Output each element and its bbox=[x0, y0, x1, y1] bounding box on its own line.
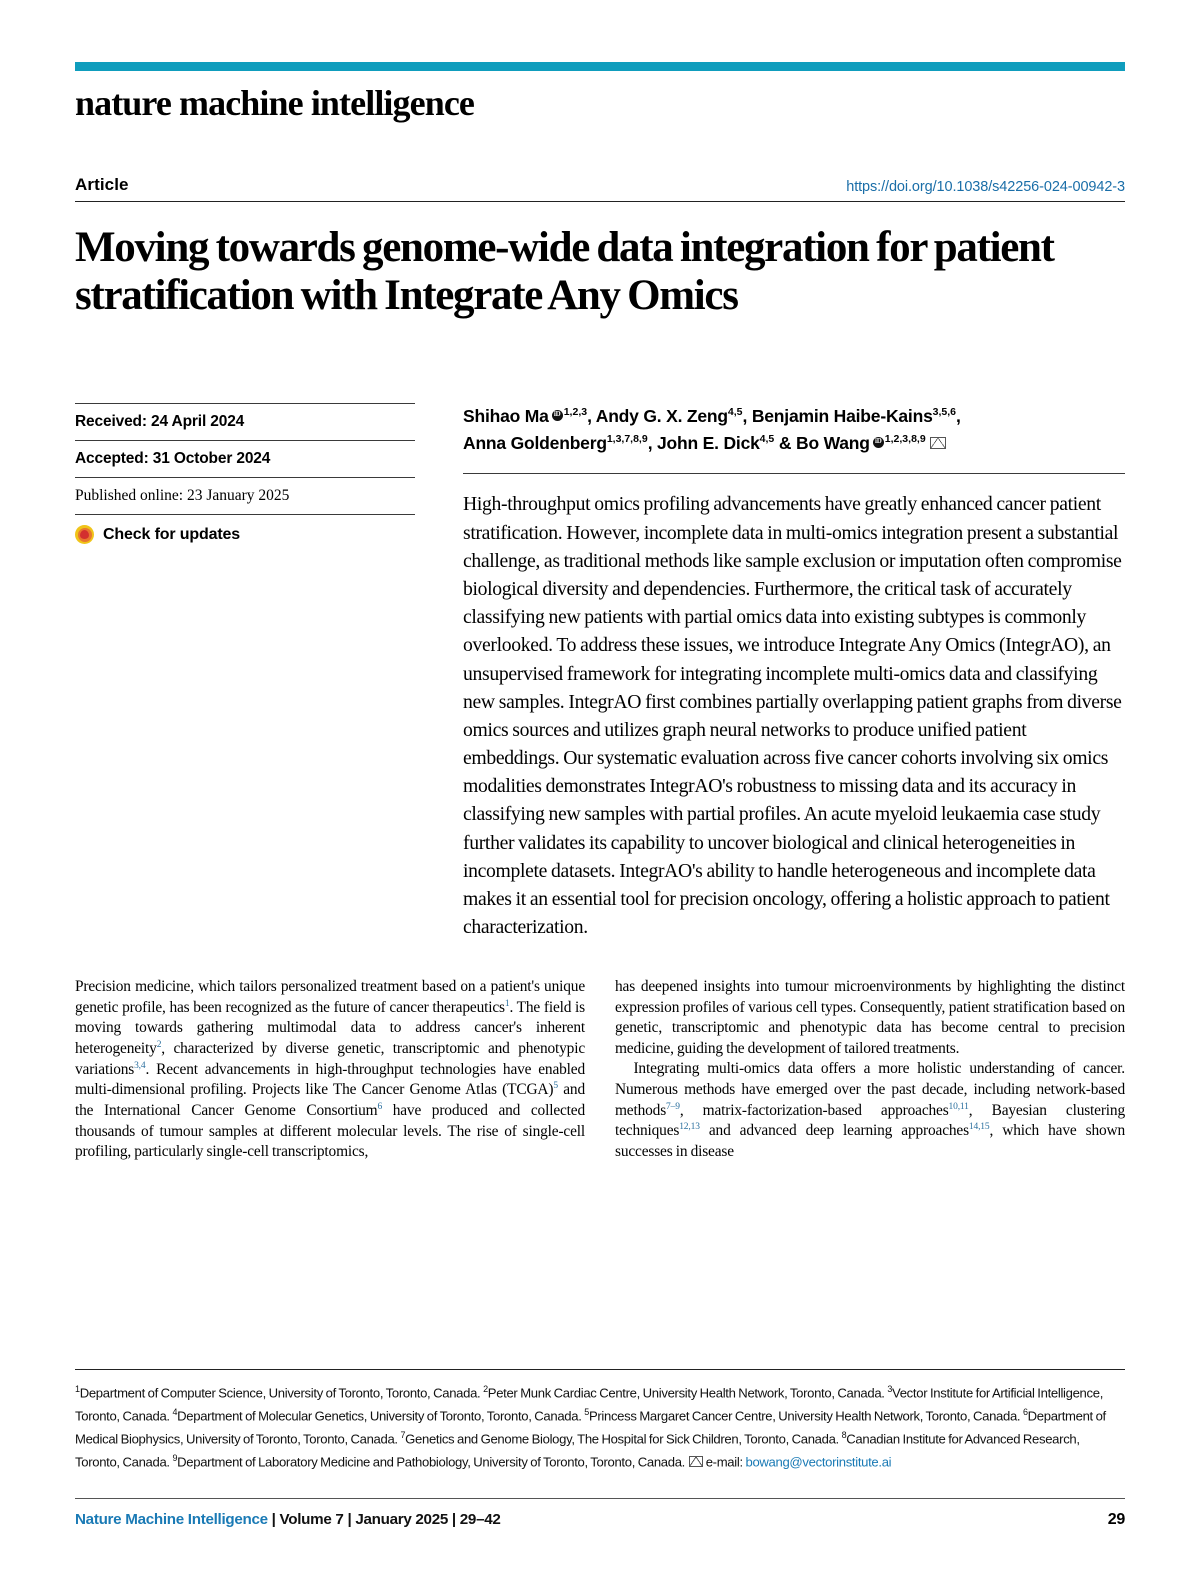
author-affil-refs: 1,3,7,8,9 bbox=[606, 433, 648, 446]
check-for-updates-label: Check for updates bbox=[103, 525, 241, 543]
affil-marker: 9 bbox=[172, 1453, 178, 1463]
body-text: Integrating multi-omics data offers a more holistic understanding of cancer. Numerous methods have emerged over the past decade, including network-based methods bbox=[615, 1060, 1125, 1119]
body-text: and advanced deep learning approaches bbox=[699, 1122, 969, 1140]
affiliation-item: Princess Margaret Cancer Centre, University Health Network, Toronto, Canada. bbox=[588, 1408, 1023, 1424]
abstract-text: High-throughput omics profiling advancements have greatly enhanced cancer patient stratification. However, incomplete data in multi-omics integration present a substantial challenge, as traditional methods like sample exclusion or imputation often compromise biological diversity and dependencies. Furthermore, the critical task of accurately classifying new patients with partial omics data into existing subtypes is commonly overlooked. To address these issues, we introduce Integrate Any Omics (IntegrAO), an unsupervised framework for integrating incomplete multi-omics data and classifying new samples. IntegrAO first combines partially overlapping patient graphs from diverse omics sources and utilizes graph neural networks to produce unified patient embeddings. Our systematic evaluation across five cancer cohorts involving six omics modalities demonstrates IntegrAO's robustness to missing data and its accuracy in classifying new samples with partial profiles. An acute myeloid leukaemia case study further validates its capability to uncover biological and clinical heterogeneities in incomplete datasets. IntegrAO's ability to handle heterogeneous and incomplete data makes it an essential tool for precision oncology, offering a holistic approach to patient characterization. bbox=[463, 473, 1125, 941]
affil-marker: 1 bbox=[75, 1384, 80, 1394]
paragraph: has deepened insights into tumour microenvironments by highlighting the distinct expression profiles of various cell types. Consequently, patient stratification based on genetic, transcriptomic and phenotypic data has become central to precision medicine, guiding the development of tailored treatments. bbox=[615, 978, 1125, 1057]
brand-accent-rule bbox=[75, 62, 1125, 71]
affil-marker: 5 bbox=[584, 1407, 589, 1417]
affil-marker: 7 bbox=[400, 1430, 406, 1440]
citation-ref[interactable]: 7–9 bbox=[666, 1101, 680, 1112]
author-separator: , bbox=[955, 406, 961, 427]
email-label: e-mail: bbox=[705, 1454, 746, 1470]
page-footer bbox=[75, 1498, 1125, 1529]
affil-marker: 3 bbox=[887, 1384, 893, 1394]
author-affil-refs: 4,5 bbox=[759, 433, 775, 446]
author-shihao-ma: Shihao Ma bbox=[463, 406, 549, 427]
citation-ref[interactable]: 10,11 bbox=[948, 1101, 969, 1112]
affiliation-item: Peter Munk Cardiac Centre, University Health Network, Toronto, Canada. bbox=[487, 1385, 888, 1401]
body-column-left bbox=[75, 977, 585, 1163]
author-affil-refs: 1,2,3,8,9 bbox=[884, 433, 926, 446]
body-text: , Bayesian clustering techniques bbox=[615, 1101, 1125, 1140]
affil-marker: 4 bbox=[172, 1407, 178, 1417]
affil-marker: 8 bbox=[841, 1430, 847, 1440]
body-text: . Recent advancements in high-throughput technologies have enabled multi-dimensional profiling. Projects like The Cancer Genome Atlas (TCGA) bbox=[75, 1060, 585, 1099]
body-text: Precision medicine, which tailors personalized treatment based on a patient's unique genetic profile, has been recognized as the future of cancer therapeutics bbox=[75, 978, 585, 1016]
author-affil-refs: 3,5,6 bbox=[932, 406, 956, 419]
affiliation-item: Genetics and Genome Biology, The Hospital for Sick Children, Toronto, Canada. bbox=[405, 1431, 842, 1447]
footer-journal-name[interactable]: Nature Machine Intelligence bbox=[75, 1511, 268, 1528]
orcid-icon[interactable] bbox=[873, 437, 884, 448]
doi-link[interactable]: https://doi.org/10.1038/s42256-024-00942-3 bbox=[846, 178, 1125, 195]
citation-ref[interactable]: 3,4 bbox=[134, 1060, 146, 1071]
meta-and-abstract bbox=[75, 403, 1125, 941]
author-affil-refs: 4,5 bbox=[727, 406, 743, 419]
body-text: , which have shown successes in disease bbox=[615, 1122, 1125, 1160]
received-date: Received: 24 April 2024 bbox=[75, 403, 415, 440]
orcid-icon[interactable] bbox=[552, 410, 563, 421]
email-envelope-icon bbox=[689, 1456, 703, 1467]
affiliation-item: Canadian Institute for Advanced Research, Toronto, Canada. bbox=[75, 1431, 1080, 1470]
affiliations-block bbox=[75, 1369, 1125, 1474]
affiliation-item: Department of Laboratory Medicine and Pathobiology, University of Toronto, Toronto, Canada. bbox=[177, 1454, 688, 1470]
page-number: 29 bbox=[1107, 1511, 1125, 1528]
article-type-label: Article bbox=[75, 174, 129, 194]
author-benjamin-haibe-kains: , Benjamin Haibe-Kains bbox=[742, 406, 933, 427]
paragraph bbox=[75, 977, 585, 1163]
footer-volume-info: | Volume 7 | January 2025 | 29–42 bbox=[267, 1511, 501, 1528]
accepted-date: Accepted: 31 October 2024 bbox=[75, 440, 415, 477]
footer-citation bbox=[75, 1511, 501, 1528]
affiliation-item: Department of Computer Science, University of Toronto, Toronto, Canada. bbox=[79, 1385, 484, 1401]
affil-marker: 6 bbox=[1022, 1407, 1028, 1417]
body-text: , matrix-factorization-based approaches bbox=[679, 1101, 949, 1119]
author-andy-zeng: , Andy G. X. Zeng bbox=[587, 406, 728, 427]
email-envelope-icon[interactable] bbox=[930, 437, 946, 449]
author-list bbox=[463, 403, 1125, 473]
body-columns bbox=[75, 977, 1125, 1163]
citation-ref[interactable]: 2 bbox=[156, 1040, 162, 1051]
affiliation-item: Department of Molecular Genetics, University of Toronto, Toronto, Canada. bbox=[177, 1408, 585, 1424]
citation-ref[interactable]: 12,13 bbox=[679, 1122, 700, 1133]
article-type-row bbox=[75, 175, 1125, 202]
affil-marker: 2 bbox=[483, 1384, 488, 1394]
citation-ref[interactable]: 1 bbox=[504, 998, 510, 1009]
journal-masthead: nature machine intelligence bbox=[75, 83, 474, 123]
author-affil-refs: 1,2,3 bbox=[563, 406, 588, 419]
body-text: have produced and collected thousands of tumour samples at different molecular levels. The rise of single-cell profiling, particularly single-cell transcriptomics, bbox=[75, 1102, 585, 1161]
affiliation-item: Department of Medical Biophysics, University of Toronto, Toronto, Canada. bbox=[75, 1408, 1106, 1447]
published-online-date: Published online: 23 January 2025 bbox=[75, 477, 415, 514]
affiliation-item: Vector Institute for Artificial Intelligence, Toronto, Canada. bbox=[75, 1385, 1104, 1424]
publication-metadata bbox=[75, 403, 415, 941]
author-john-dick: , John E. Dick bbox=[647, 433, 760, 454]
corresponding-email-link[interactable]: bowang@vectorinstitute.ai bbox=[745, 1454, 892, 1470]
crossmark-icon bbox=[75, 525, 94, 544]
citation-ref[interactable]: 5 bbox=[553, 1081, 558, 1092]
citation-ref[interactable]: 14,15 bbox=[968, 1122, 990, 1133]
body-column-right bbox=[615, 977, 1125, 1163]
body-text: and the International Cancer Genome Consortium bbox=[75, 1081, 585, 1120]
paragraph bbox=[615, 1059, 1125, 1162]
body-text: . The field is moving towards gathering multimodal data to address cancer's inherent heterogeneity bbox=[75, 998, 585, 1058]
author-anna-goldenberg: Anna Goldenberg bbox=[463, 433, 607, 454]
author-bo-wang: & Bo Wang bbox=[774, 433, 870, 454]
citation-ref[interactable]: 6 bbox=[377, 1102, 383, 1113]
page-title: Moving towards genome-wide data integration for patient stratification with Integrate Any Omics bbox=[75, 223, 1054, 319]
body-text: , characterized by diverse genetic, transcriptomic and phenotypic variations bbox=[75, 1040, 585, 1078]
abstract-column bbox=[463, 403, 1125, 941]
check-for-updates-button[interactable] bbox=[75, 514, 415, 553]
